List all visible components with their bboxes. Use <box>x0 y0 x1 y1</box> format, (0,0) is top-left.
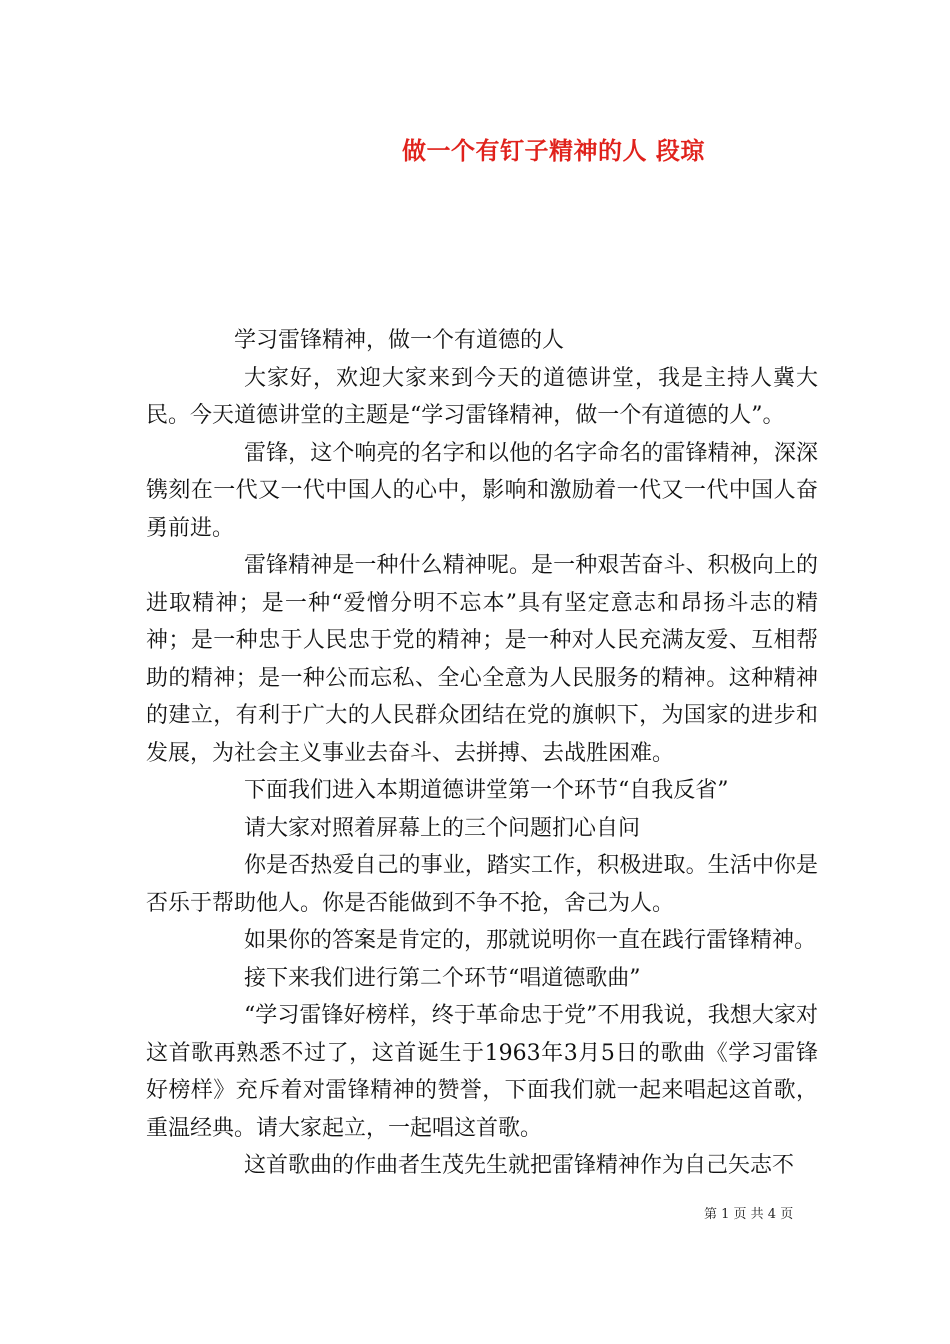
paragraph: 大家好，欢迎大家来到今天的道德讲堂，我是主持人冀大民。今天道德讲堂的主题是“学习雷锋精神，做一个有道德的人”。 <box>146 365 818 428</box>
document-body <box>146 322 818 1185</box>
page-footer-number: 第 1 页 共 4 页 <box>704 1207 794 1222</box>
paragraph: 下面我们进入本期道德讲堂第一个环节“自我反省” <box>244 778 729 803</box>
page-title: 做一个有钉子精神的人 段琼 <box>402 136 705 165</box>
paragraph: “学习雷锋好榜样，终于革命忠于党”不用我说，我想大家对这首歌再熟悉不过了，这首诞生于1963年3月5日的歌曲《学习雷锋好榜样》充斥着对雷锋精神的赞誉，下面我们就一起来唱起这首歌，重温经典。请大家起立，一起唱这首歌。 <box>146 1003 818 1141</box>
paragraph: 请大家对照着屏幕上的三个问题扪心自问 <box>244 815 641 841</box>
paragraph: 雷锋精神是一种什么精神呢。是一种艰苦奋斗、积极向上的进取精神；是一种“爱憎分明不忘本”具有坚定意志和昂扬斗志的精神；是一种忠于人民忠于党的精神；是一种对人民充满友爱、互相帮助的精神；是一种公而忘私、全心全意为人民服务的精神。这种精神的建立，有利于广大的人民群众团结在党的旗帜下，为国家的进步和发展，为社会主义事业去奋斗、去拼搏、去战胜困难。 <box>146 553 818 766</box>
paragraph: 接下来我们进行第二个环节“唱道德歌曲” <box>244 965 641 991</box>
section-heading: 学习雷锋精神，做一个有道德的人 <box>234 328 565 353</box>
paragraph: 如果你的答案是肯定的，那就说明你一直在践行雷锋精神。 <box>244 928 817 953</box>
paragraph: 你是否热爱自己的事业，踏实工作，积极进取。生活中你是否乐于帮助他人。你是否能做到不争不抢，舍己为人。 <box>146 853 818 916</box>
paragraph: 雷锋，这个响亮的名字和以他的名字命名的雷锋精神，深深镌刻在一代又一代中国人的心中，影响和激励着一代又一代中国人奋勇前进。 <box>146 440 818 541</box>
paragraph: 这首歌曲的作曲者生茂先生就把雷锋精神作为自己矢志不 <box>244 1153 795 1178</box>
